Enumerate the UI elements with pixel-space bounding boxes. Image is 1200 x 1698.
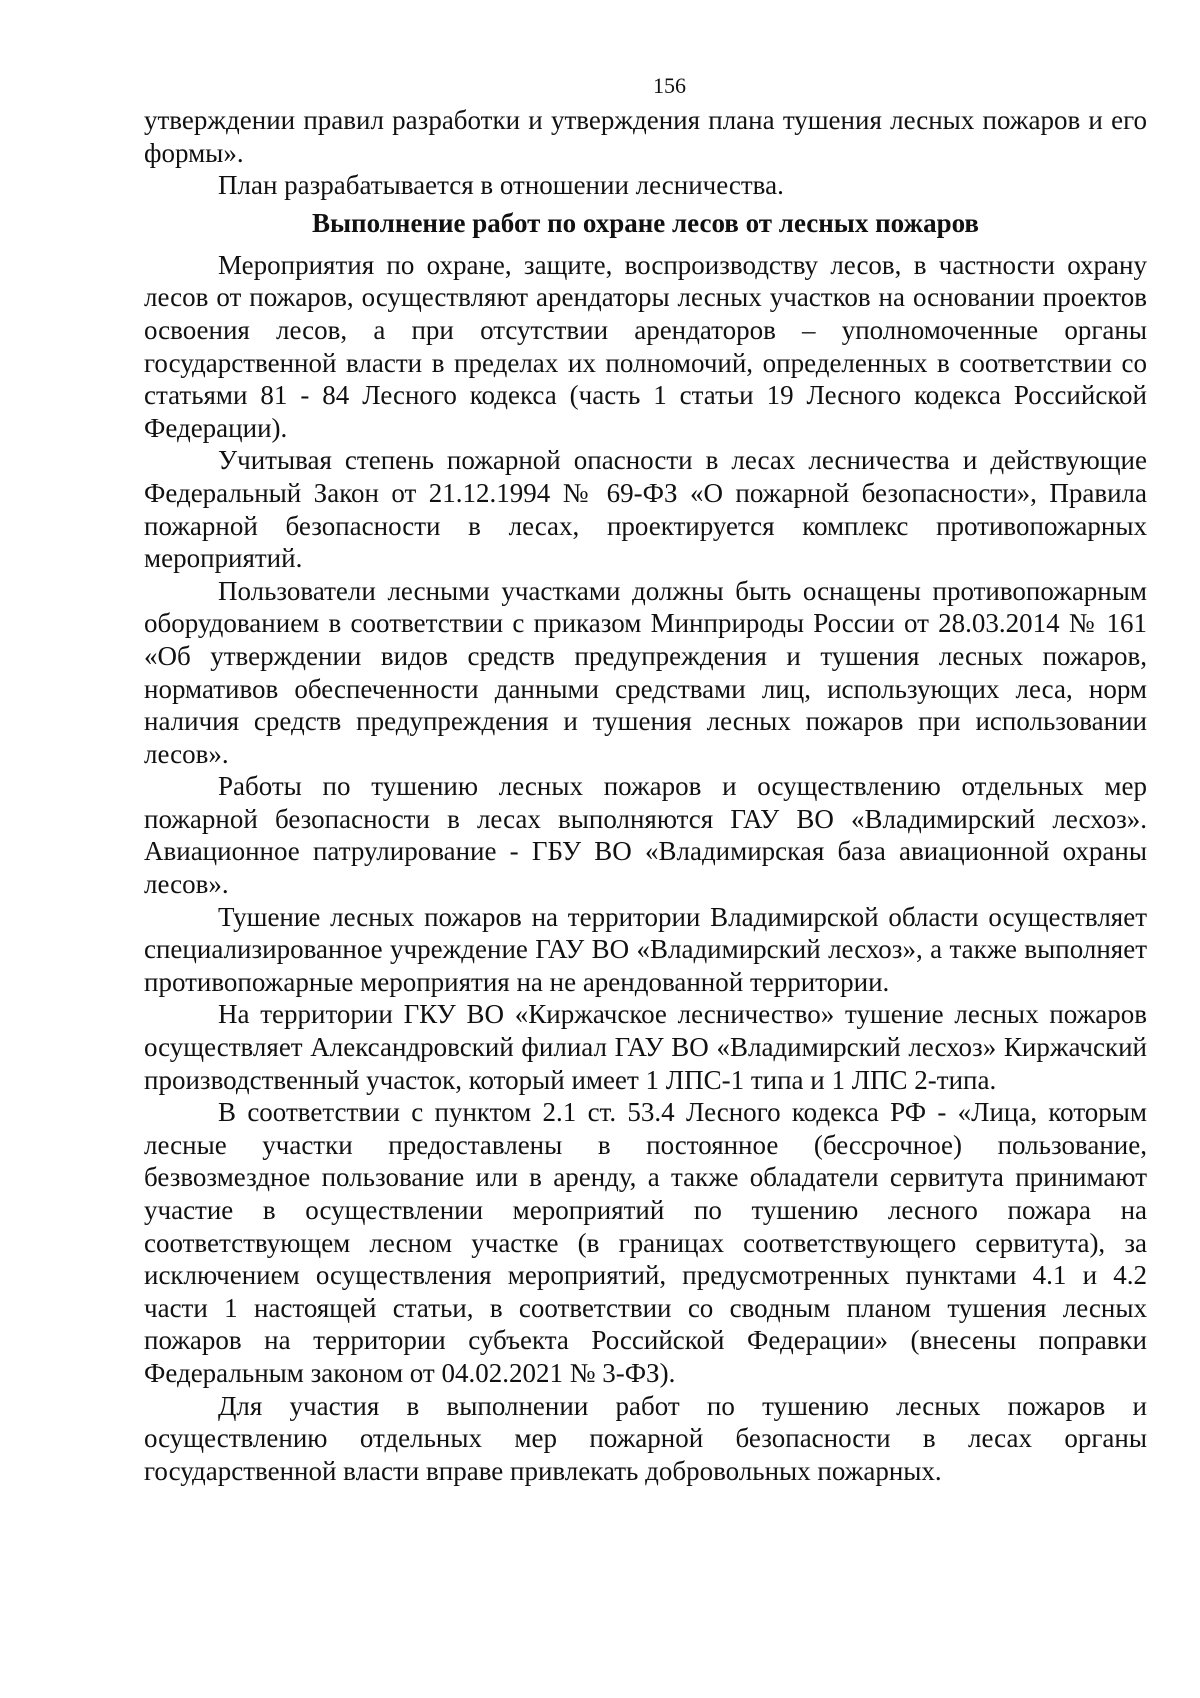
paragraph-equipment: Пользователи лесными участками должны быть оснащены противопожарным оборудованием в соответствии с приказом Минприроды России от 28.03.2014 № 161 «Об утверждении видов средств предупреждения и тушения лесных пожаров, нормативов обеспеченности данными средствами лиц, использующих леса, норм наличия средств предупреждения и тушения лесных пожаров при использовании лесов». [144,575,1147,769]
section-title: Выполнение работ по охране лесов от лесных пожаров [311,207,980,238]
paragraph-volunteers: Для участия в выполнении работ по тушению лесных пожаров и осуществлению отдельных мер пожарной безопасности в лесах органы государственной власти вправе привлекать добровольных пожарных. [144,1390,1147,1486]
paragraph-kirzhach: На территории ГКУ ВО «Киржачское лесничество» тушение лесных пожаров осуществляет Александровский филиал ГАУ ВО «Владимирский лесхоз» Киржачский производственный участок, который имеет 1 ЛПС-1 типа и 1 ЛПС 2-типа. [144,999,1147,1095]
paragraph-fire-danger: Учитывая степень пожарной опасности в лесах лесничества и действующие Федеральный Закон от 21.12.1994 № 69-ФЗ «О пожарной безопасности», Правила пожарной безопасности в лесах, проектируется комплекс противопожарных мероприятий. [144,445,1147,574]
paragraph-measures: Мероприятия по охране, защите, воспроизводству лесов, в частности охрану лесов от пожаров, осуществляют арендаторы лесных участков на основании проектов освоения лесов, а при отсутствии арендаторов – уполномоченные органы государственной власти в пределах их полномочий, определенных в соответствии со статьями 81 - 84 Лесного кодекса (часть 1 статьи 19 Лесного кодекса Российской Федерации). [144,249,1147,443]
page-number: 156 [653,73,686,98]
paragraph-plan: План разрабатывается в отношении лесничества. [218,170,784,201]
paragraph-forest-code: В соответствии с пунктом 2.1 ст. 53.4 Лесного кодекса РФ - «Лица, которым лесные участки предоставлены в постоянное (бессрочное) пользование, безвозмездное пользование или в аренду, а также обладатели сервитута принимают участие в осуществлении мероприятий по тушению лесного пожара на соответствующем лесном участке (в границах соответствующего сервитута), за исключением осуществления мероприятий, предусмотренных пунктами 4.1 и 4.2 части 1 настоящей статьи, в соответствии со сводным планом тушения лесных пожаров на территории субъекта Российской Федерации» (внесены поправки Федеральным законом от 04.02.2021 № 3-ФЗ). [144,1097,1147,1388]
document-page [144,72,1147,1487]
paragraph-works: Работы по тушению лесных пожаров и осуществлению отдельных мер пожарной безопасности в лесах выполняются ГАУ ВО «Владимирский лесхоз». Авиационное патрулирование - ГБУ ВО «Владимирская база авиационной охраны лесов». [144,771,1147,900]
paragraph-extinguishing: Тушение лесных пожаров на территории Владимирской области осуществляет специализированное учреждение ГАУ ВО «Владимирский лесхоз», а также выполняет противопожарные мероприятия на не арендованной территории. [144,901,1147,997]
paragraph-continuation: утверждении правил разработки и утверждения плана тушения лесных пожаров и его формы». [144,105,1147,168]
